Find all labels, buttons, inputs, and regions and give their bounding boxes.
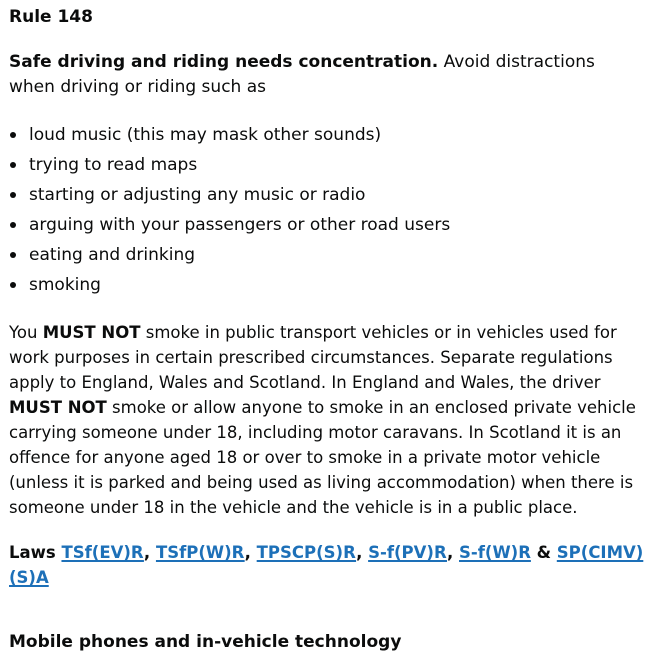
law-link-sp-cimv-s-a[interactable]: SP(CIMV)(S)A [9,543,644,587]
law-link-s-f-pv-r[interactable]: S-f(PV)R [368,543,447,562]
para-text-3: smoke or allow anyone to smoke in an enclosed private vehicle carrying someone under 18, including motor caravans. In Scotland it is an offence for anyone aged 18 or over to smoke in a private motor vehicle (unless it is parked and being used as living accommodation) when there is someone under 18 in the vehicle and the vehicle is in a public place. [9,398,636,517]
intro-rest: Avoid distractions when driving or riding such as [9,52,595,97]
must-not-emphasis: MUST NOT [9,398,107,417]
law-link-s-f-w-r[interactable]: S-f(W)R [459,543,531,562]
smoking-paragraph [9,320,649,520]
law-link-tpscp-s-r[interactable]: TPSCP(S)R [256,543,357,562]
laws-label: Laws [9,543,62,562]
list-item: eating and drinking [29,240,663,270]
laws-separator: , [244,543,257,562]
list-item: trying to read maps [29,150,663,180]
list-item: loud music (this may mask other sounds) [29,120,663,150]
law-link-tsf-ev-r[interactable]: TSf(EV)R [61,543,144,562]
section-heading: Mobile phones and in-vehicle technology [9,632,402,652]
laws-separator: , [143,543,156,562]
law-link-tsfp-w-r[interactable]: TSfP(W)R [155,543,245,562]
intro-bold: Safe driving and riding needs concentration. [9,52,439,72]
list-item: smoking [29,270,663,300]
laws-separator: , [446,543,459,562]
must-not-emphasis: MUST NOT [42,323,141,342]
laws-separator: , [356,543,369,562]
intro-paragraph [9,50,629,100]
laws-line [9,540,663,590]
para-text-2: smoke in public transport vehicles or in vehicles used for work purposes in certain prescribed circumstances. Separate regulations apply to England, Wales and Scotland. In England and Wales, the driver [9,323,617,392]
list-item: arguing with your passengers or other road users [29,210,663,240]
distractions-list [9,120,663,300]
laws-final-separator: & [530,543,557,562]
list-item: starting or adjusting any music or radio [29,180,663,210]
rule-title: Rule 148 [9,7,93,27]
para-text-1: You [9,323,43,342]
